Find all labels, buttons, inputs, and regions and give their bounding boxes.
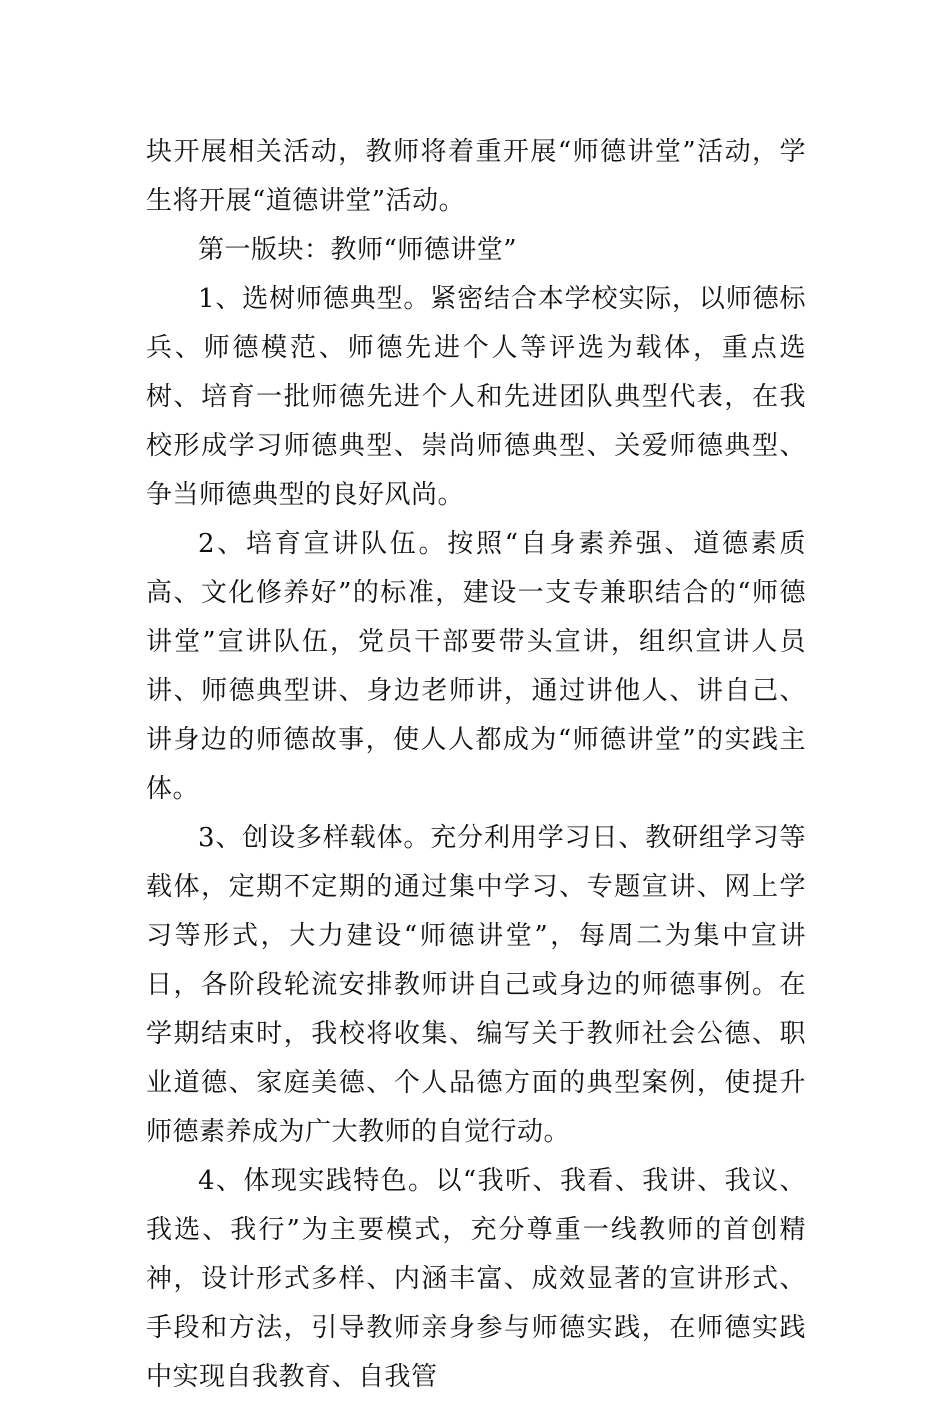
paragraph-continuation: 块开展相关活动，教师将着重开展“师德讲堂”活动，学生将开展“道德讲堂”活动。: [146, 137, 806, 216]
paragraph-item-3: 3、创设多样载体。充分利用学习日、教研组学习等载体，定期不定期的通过集中学习、专题宣讲、网上学习等形式，大力建设“师德讲堂”，每周二为集中宣讲日，各阶段轮流安排教师讲自己或身边的师德事例。在学期结束时，我校将收集、编写关于教师社会公德、职业道德、家庭美德、个人品德方面的典型案例，使提升师德素养成为广大教师的自觉行动。: [146, 823, 806, 1147]
section-heading: 第一版块：教师“师德讲堂”: [198, 235, 518, 265]
document-body: [146, 128, 806, 1402]
paragraph-item-1: 1、选树师德典型。紧密结合本学校实际，以师德标兵、师德模范、师德先进个人等评选为载体，重点选树、培育一批师德先进个人和先进团队典型代表，在我校形成学习师德典型、崇尚师德典型、关爱师德典型、争当师德典型的良好风尚。: [146, 284, 806, 510]
paragraph-item-4: 4、体现实践特色。以“我听、我看、我讲、我议、我选、我行”为主要模式，充分尊重一线教师的首创精神，设计形式多样、内涵丰富、成效显著的宣讲形式、手段和方法，引导教师亲身参与师德实践，在师德实践中实现自我教育、自我管: [146, 1166, 806, 1392]
paragraph-item-2: 2、培育宣讲队伍。按照“自身素养强、道德素质高、文化修养好”的标准，建设一支专兼职结合的“师德讲堂”宣讲队伍，党员干部要带头宣讲，组织宣讲人员讲、师德典型讲、身边老师讲，通过讲他人、讲自己、讲身边的师德故事，使人人都成为“师德讲堂”的实践主体。: [146, 529, 806, 804]
